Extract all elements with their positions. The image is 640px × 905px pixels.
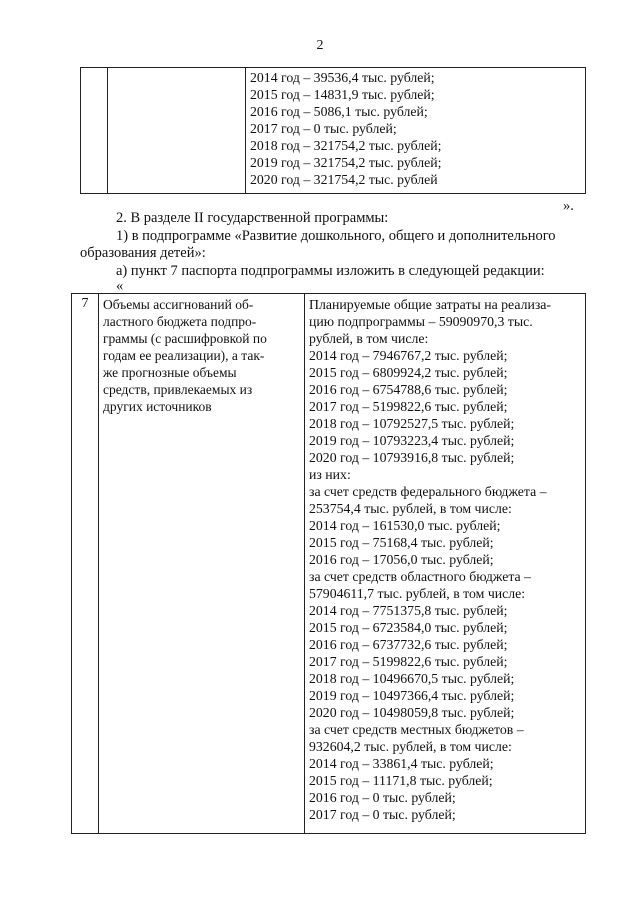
value-line: 2020 год – 10498059,8 тыс. рублей; bbox=[309, 705, 515, 720]
value-line: за счет средств областного бюджета – bbox=[309, 569, 531, 584]
value-line: 932604,2 тыс. рублей, в том числе: bbox=[309, 739, 512, 754]
label-line: средств, привлекаемых из bbox=[103, 382, 253, 397]
row-number-cell: 7 bbox=[72, 294, 99, 834]
funding-line: 2018 год – 321754,2 тыс. рублей; bbox=[250, 138, 442, 153]
funding-line: 2017 год – 0 тыс. рублей; bbox=[250, 121, 397, 136]
paragraph-section-ii: 2. В разделе II государственной программы: bbox=[116, 210, 389, 226]
page-number: 2 bbox=[316, 38, 324, 53]
value-line: 2016 год – 6737732,6 тыс. рублей; bbox=[309, 637, 508, 652]
value-line: 2016 год – 17056,0 тыс. рублей; bbox=[309, 552, 494, 567]
value-line: 2014 год – 161530,0 тыс. рублей; bbox=[309, 518, 501, 533]
passport-table bbox=[71, 293, 586, 834]
allocation-values-cell bbox=[305, 294, 586, 834]
value-line: цию подпрограммы – 59090970,3 тыс. bbox=[309, 314, 533, 329]
value-line: 2020 год – 10793916,8 тыс. рублей; bbox=[309, 450, 515, 465]
value-line: 2016 год – 0 тыс. рублей; bbox=[309, 790, 456, 805]
label-line: граммы (с расшифровкой по bbox=[103, 331, 267, 346]
value-line: 2017 год – 5199822,6 тыс. рублей; bbox=[309, 399, 508, 414]
paragraph-subprogram-line2: образования детей»: bbox=[80, 245, 206, 261]
value-line: 2019 год – 10497366,4 тыс. рублей; bbox=[309, 688, 515, 703]
value-line: 2015 год – 75168,4 тыс. рублей; bbox=[309, 535, 494, 550]
value-line: 2019 год – 10793223,4 тыс. рублей; bbox=[309, 433, 515, 448]
continuation-table bbox=[80, 67, 586, 194]
funding-line: 2014 год – 39536,4 тыс. рублей; bbox=[250, 70, 435, 85]
value-line: из них: bbox=[309, 467, 351, 482]
value-line: 2018 год – 10496670,5 тыс. рублей; bbox=[309, 671, 515, 686]
value-line: 2017 год – 5199822,6 тыс. рублей; bbox=[309, 654, 508, 669]
closing-quote: ». bbox=[563, 198, 574, 214]
value-line: за счет средств федерального бюджета – bbox=[309, 484, 547, 499]
value-line: 2017 год – 0 тыс. рублей; bbox=[309, 807, 456, 822]
table-cell-label bbox=[108, 68, 246, 194]
funding-line: 2019 год – 321754,2 тыс. рублей; bbox=[250, 155, 442, 170]
label-line: же прогнозные объемы bbox=[103, 365, 237, 380]
value-line: 2014 год – 7751375,8 тыс. рублей; bbox=[309, 603, 508, 618]
value-line: за счет средств местных бюджетов – bbox=[309, 722, 524, 737]
table-cell-values bbox=[246, 68, 586, 194]
value-line: 2015 год – 6723584,0 тыс. рублей; bbox=[309, 620, 508, 635]
value-line: 253754,4 тыс. рублей, в том числе: bbox=[309, 501, 512, 516]
value-line: 2014 год – 7946767,2 тыс. рублей; bbox=[309, 348, 508, 363]
value-line: 2018 год – 10792527,5 тыс. рублей; bbox=[309, 416, 515, 431]
label-line: ластного бюджета подпро- bbox=[103, 314, 257, 329]
value-line: Планируемые общие затраты на реализа- bbox=[309, 297, 552, 312]
value-line: 2015 год – 11171,8 тыс. рублей; bbox=[309, 773, 493, 788]
label-line: годам ее реализации), а так- bbox=[103, 348, 265, 363]
value-line: 57904611,7 тыс. рублей, в том числе: bbox=[309, 586, 526, 601]
label-line: Объемы ассигнований об- bbox=[103, 297, 254, 312]
funding-line: 2015 год – 14831,9 тыс. рублей; bbox=[250, 87, 435, 102]
value-line: 2016 год – 6754788,6 тыс. рублей; bbox=[309, 382, 508, 397]
value-line: 2015 год – 6809924,2 тыс. рублей; bbox=[309, 365, 508, 380]
label-line: других источников bbox=[103, 399, 212, 414]
allocation-label-cell bbox=[99, 294, 305, 834]
value-line: рублей, в том числе: bbox=[309, 331, 429, 346]
open-quote: « bbox=[116, 278, 124, 294]
funding-line: 2016 год – 5086,1 тыс. рублей; bbox=[250, 104, 428, 119]
table-cell-number bbox=[81, 68, 108, 194]
funding-line: 2020 год – 321754,2 тыс. рублей bbox=[250, 172, 438, 187]
paragraph-item-7: а) пункт 7 паспорта подпрограммы изложить в следующей редакции: bbox=[116, 263, 545, 279]
value-line: 2014 год – 33861,4 тыс. рублей; bbox=[309, 756, 494, 771]
paragraph-subprogram-line1: 1) в подпрограмме «Развитие дошкольного, общего и дополнительного bbox=[116, 228, 556, 244]
